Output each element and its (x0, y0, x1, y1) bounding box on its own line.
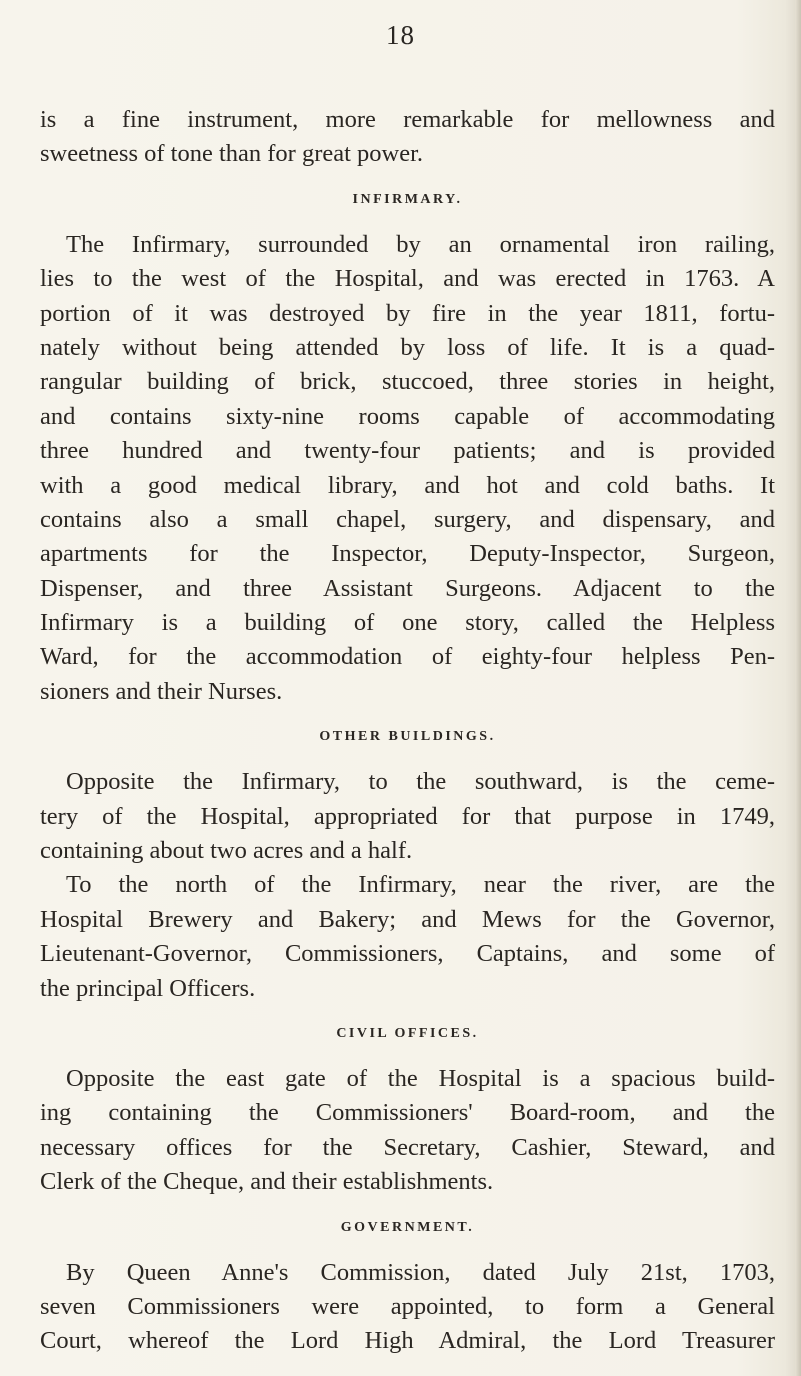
text-line: and contains sixty-nine rooms capable of accommodating (40, 402, 775, 430)
text-line: Lieutenant-Governor, Commissioners, Captains, and some of (40, 940, 775, 968)
section-heading: OTHER BUILDINGS. (319, 729, 496, 745)
text-line: seven Commissioners were appointed, to form a General (40, 1292, 775, 1320)
text-line: The Infirmary, surrounded by an ornamental iron railing, (66, 230, 775, 258)
text-line: To the north of the Infirmary, near the river, are the (66, 871, 775, 899)
text-line: containing about two acres and a half. (40, 837, 413, 865)
text-line: By Queen Anne's Commission, dated July 21st, 1703, (66, 1258, 775, 1286)
text-line: Clerk of the Cheque, and their establishments. (40, 1168, 494, 1196)
text-line: the principal Officers. (40, 974, 256, 1002)
text-line: three hundred and twenty-four patients; and is provided (40, 437, 775, 465)
text-line: necessary offices for the Secretary, Cashier, Steward, and (40, 1133, 775, 1161)
text-line: Dispenser, and three Assistant Surgeons. Adjacent to the (40, 574, 775, 602)
text-line: ing containing the Commissioners' Board-room, and the (40, 1099, 775, 1127)
text-line: tery of the Hospital, appropriated for that purpose in 1749, (40, 802, 775, 830)
text-line: sweetness of tone than for great power. (40, 140, 424, 168)
text-line: Ward, for the accommodation of eighty-four helpless Pen- (40, 643, 775, 671)
text-line: sioners and their Nurses. (40, 677, 283, 705)
text-line: with a good medical library, and hot and cold baths. It (40, 471, 775, 499)
text-line: nately without being attended by loss of life. It is a quad- (40, 333, 775, 361)
body-text (40, 103, 775, 1359)
text-line: apartments for the Inspector, Deputy-Inspector, Surgeon, (40, 540, 775, 568)
text-line: Hospital Brewery and Bakery; and Mews for the Governor, (40, 905, 775, 933)
text-line: lies to the west of the Hospital, and was erected in 1763. A (40, 265, 775, 293)
text-line: is a fine instrument, more remarkable for mellowness and (40, 106, 775, 133)
text-line: rangular building of brick, stuccoed, three stories in height, (40, 368, 775, 396)
text-line: Court, whereof the Lord High Admiral, the Lord Treasurer (40, 1327, 775, 1355)
text-line: contains also a small chapel, surgery, and dispensary, and (40, 505, 775, 533)
section-heading: CIVIL OFFICES. (336, 1025, 479, 1041)
page-number: 18 (386, 20, 415, 50)
text-line: Opposite the east gate of the Hospital is a spacious build- (66, 1064, 775, 1092)
text-line: Infirmary is a building of one story, called the Helpless (40, 609, 775, 637)
text-line: Opposite the Infirmary, to the southward, is the ceme- (66, 768, 775, 796)
section-heading: INFIRMARY. (352, 191, 463, 207)
section-heading: GOVERNMENT. (340, 1219, 475, 1235)
page-edge-shadow (795, 0, 801, 1376)
text-line: portion of it was destroyed by fire in the year 1811, fortu- (40, 299, 775, 327)
